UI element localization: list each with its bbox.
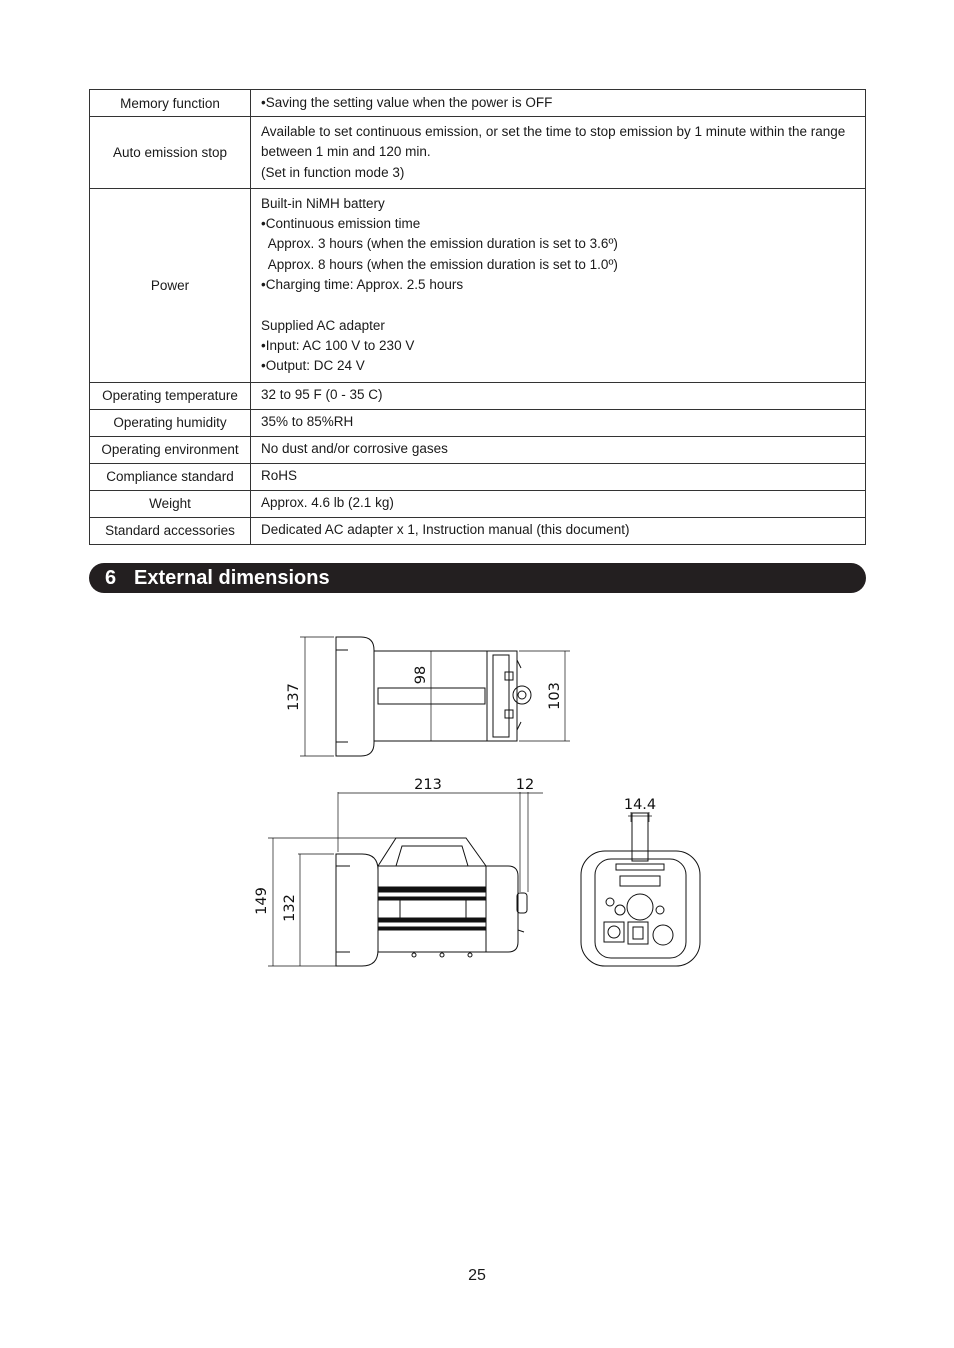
side-view bbox=[268, 792, 543, 966]
spec-value-line: •Output: DC 24 V bbox=[261, 358, 365, 374]
spec-label: Standard accessories bbox=[90, 517, 251, 544]
page-number: 25 bbox=[468, 1267, 486, 1284]
spec-value-line: Approx. 8 hours (when the emission duration is set to 1.0º) bbox=[261, 256, 618, 272]
dimension-label: 213 bbox=[414, 777, 442, 793]
spec-label: Weight bbox=[90, 490, 251, 517]
spec-value-line: •Input: AC 100 V to 230 V bbox=[261, 337, 415, 353]
spec-label: Operating environment bbox=[90, 436, 251, 463]
spec-value-line: Supplied AC adapter bbox=[261, 317, 385, 333]
spec-label: Operating humidity bbox=[90, 409, 251, 436]
spec-value-line: Dedicated AC adapter x 1, Instruction manual (this document) bbox=[261, 522, 630, 538]
spec-value-line: •Charging time: Approx. 2.5 hours bbox=[261, 277, 464, 293]
spec-value-line: between 1 min and 120 min. bbox=[261, 144, 431, 160]
spec-label: Operating temperature bbox=[90, 382, 251, 409]
dimension-label: 149 bbox=[254, 887, 270, 915]
spec-value-line: No dust and/or corrosive gases bbox=[261, 441, 448, 457]
spec-label: Compliance standard bbox=[90, 463, 251, 490]
dimension-label: 98 bbox=[413, 665, 429, 685]
spec-label: Power bbox=[90, 188, 251, 382]
spec-label: Auto emission stop bbox=[90, 117, 251, 189]
dimension-label: 132 bbox=[282, 894, 298, 922]
spec-value-line: •Continuous emission time bbox=[261, 216, 421, 232]
section-title: External dimensions bbox=[134, 567, 330, 589]
dimension-label: 137 bbox=[286, 683, 302, 711]
spec-value-line: •Saving the setting value when the power is OFF bbox=[261, 94, 553, 110]
spec-value-line: Approx. 3 hours (when the emission duration is set to 3.6º) bbox=[261, 236, 618, 252]
spec-value-line: Available to set continuous emission, or set the time to stop emission by 1 minute within the range bbox=[261, 124, 846, 139]
section-number: 6 bbox=[105, 567, 117, 589]
spec-value-line: Built-in NiMH battery bbox=[261, 195, 385, 211]
spec-value-line: 32 to 95 F (0 - 35 C) bbox=[261, 387, 383, 403]
spec-value-line: RoHS bbox=[261, 468, 298, 484]
dimension-label: 14.4 bbox=[623, 797, 657, 813]
dimension-label: 103 bbox=[547, 682, 563, 710]
spec-value-line: Approx. 4.6 lb (2.1 kg) bbox=[261, 495, 394, 511]
dimension-label: 12 bbox=[515, 777, 535, 793]
spec-value-line: 35% to 85%RH bbox=[261, 414, 354, 430]
rear-view bbox=[581, 812, 700, 966]
spec-label: Memory function bbox=[90, 90, 251, 117]
spec-value-line: (Set in function mode 3) bbox=[261, 164, 405, 180]
top-view bbox=[300, 637, 570, 756]
